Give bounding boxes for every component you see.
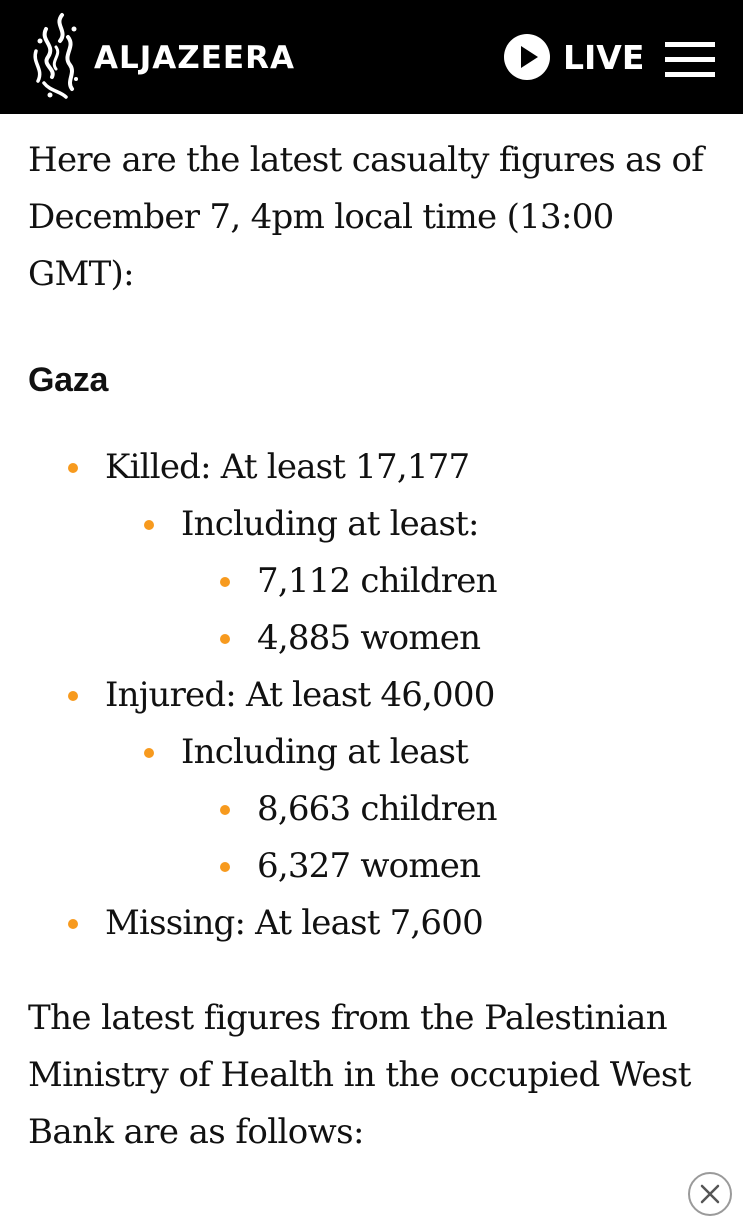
list-item-text: 6,327 women [257,846,481,886]
list-item-text: 4,885 women [257,618,481,658]
bullet-icon [68,691,78,701]
list-item-injured-women [28,838,718,895]
list-item-text: Injured: At least 46,000 [105,675,495,715]
close-button[interactable] [688,1172,732,1216]
list-item-injured-including [28,724,718,781]
bullet-icon [220,862,230,872]
list-item-killed-children [28,553,718,610]
list-item-text: Including at least: [181,504,479,544]
section-heading-gaza: Gaza [28,361,109,399]
casualty-list [28,439,718,952]
live-label: LIVE [563,37,645,77]
close-icon [700,1184,720,1204]
site-header [0,0,743,114]
play-circle-icon [503,33,551,81]
bullet-icon [144,520,154,530]
menu-bar [665,42,715,47]
bullet-icon [220,805,230,815]
intro-paragraph: Here are the latest casualty figures as of December 7, 4pm local time (13:00 GMT): [28,140,704,294]
bullet-icon [144,748,154,758]
list-item-text: 7,112 children [257,561,497,601]
list-item-injured-children [28,781,718,838]
list-item-text: Including at least [181,732,468,772]
list-item-killed-women [28,610,718,667]
list-item-killed [28,439,718,496]
list-item-killed-including [28,496,718,553]
hamburger-menu-icon[interactable] [665,38,717,78]
brand-name: ALJAZEERA [94,40,295,76]
bullet-icon [220,634,230,644]
list-item-text: Missing: At least 7,600 [105,903,483,943]
bullet-icon [68,463,78,473]
aljazeera-logo-icon [26,11,84,103]
brand-home-link[interactable] [26,10,295,104]
list-item-text: Killed: At least 17,177 [105,447,470,487]
list-item-text: 8,663 children [257,789,497,829]
bullet-icon [220,577,230,587]
bullet-icon [68,919,78,929]
article-body [28,132,718,1161]
menu-bar [665,57,715,62]
list-item-missing [28,895,718,952]
west-bank-paragraph: The latest figures from the Palestinian Ministry of Health in the occupied West Bank are as follows: [28,998,691,1152]
list-item-injured [28,667,718,724]
menu-bar [665,72,715,77]
live-button[interactable] [503,32,644,82]
